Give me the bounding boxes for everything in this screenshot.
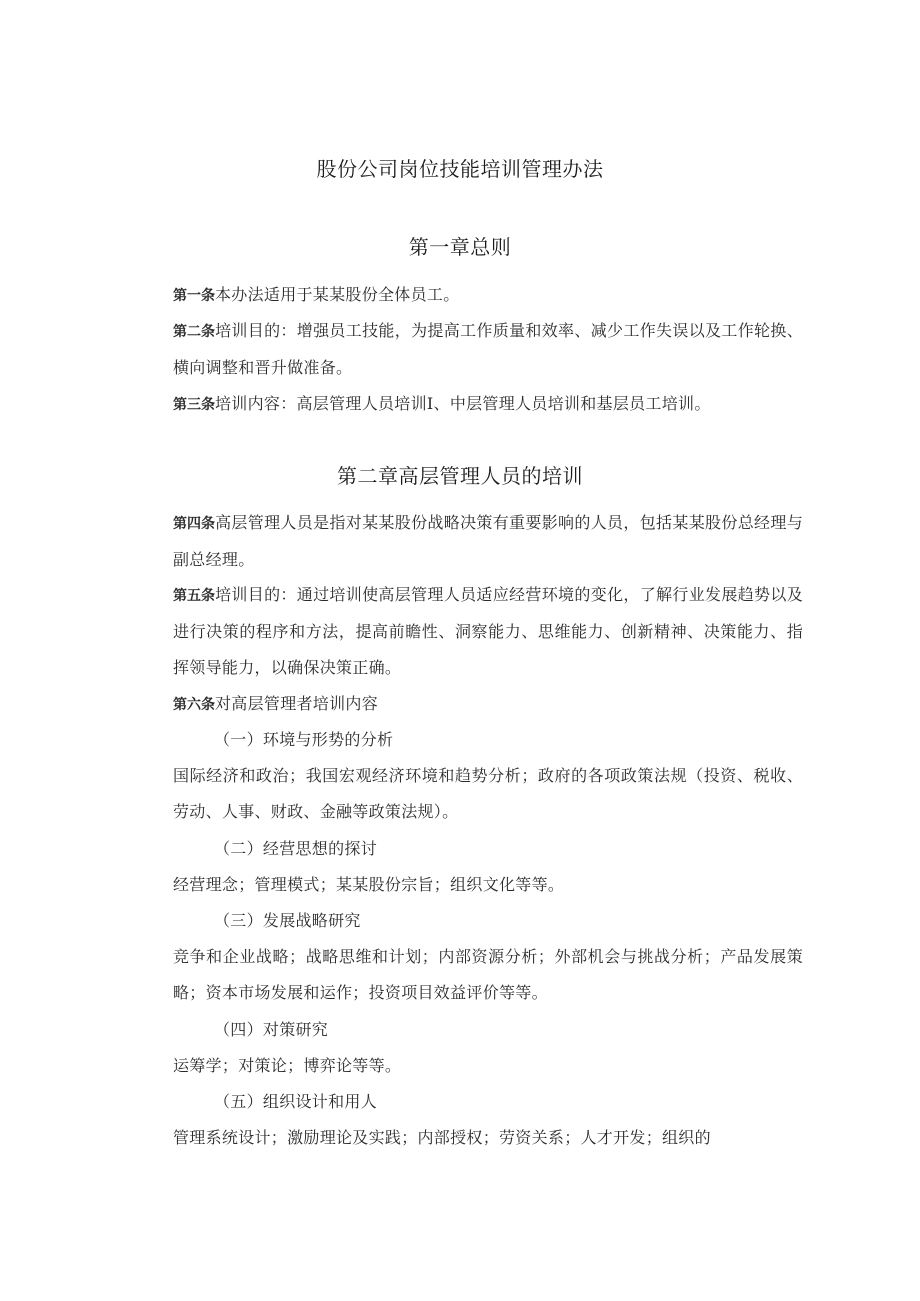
article-6-text: 对高层管理者培训内容 (215, 694, 379, 713)
section-4-text: 运筹学；对策论；博弈论等等。 (173, 1056, 402, 1075)
article-1-label: 第一条 (173, 288, 215, 304)
section-3-heading: （三）发展战略研究 (214, 911, 361, 930)
article-2 (173, 313, 803, 386)
article-4 (173, 505, 803, 578)
article-6 (173, 686, 803, 723)
article-3 (173, 386, 803, 423)
section-3-text: 竞争和企业战略；战略思维和计划；内部资源分析；外部机会与挑战分析；产品发展策略；资本市场发展和运作；投资项目效益评价等等。 (173, 947, 803, 1002)
article-5-text: 培训目的：通过培训使高层管理人员适应经营环境的变化，了解行业发展趋势以及进行决策的程序和方法，提高前瞻性、洞察能力、思维能力、创新精神、决策能力、指挥领导能力，以确保决策正确。 (173, 585, 803, 677)
chapter-2-heading: 第二章高层管理人员的培训 (337, 464, 583, 488)
article-6-label: 第六条 (173, 697, 215, 713)
article-5 (173, 577, 803, 686)
article-3-text: 培训内容：高层管理人员培训I、中层管理人员培训和基层员工培训。 (215, 394, 711, 413)
article-2-label: 第二条 (173, 324, 216, 340)
section-5-heading: （五）组织设计和用人 (214, 1092, 378, 1111)
section-5-text: 管理系统设计；激励理论及实践；内部授权；劳资关系；人才开发；组织的 (173, 1128, 711, 1147)
article-3-label: 第三条 (173, 397, 215, 413)
article-4-label: 第四条 (173, 516, 216, 532)
section-4-heading: （四）对策研究 (214, 1020, 329, 1039)
section-1-heading: （一）环境与形势的分析 (214, 730, 394, 749)
section-2-text: 经营理念；管理模式；某某股份宗旨；组织文化等等。 (173, 875, 565, 894)
article-4-text: 高层管理人员是指对某某股份战略决策有重要影响的人员，包括某某股份总经理与副总经理。 (173, 513, 803, 569)
document-title: 股份公司岗位技能培训管理办法 (316, 157, 604, 181)
article-2-text: 培训目的：增强员工技能，为提高工作质量和效率、减少工作失误以及工作轮换、横向调整和晋升做准备。 (173, 321, 803, 377)
article-5-label: 第五条 (173, 588, 216, 604)
chapter-1-heading: 第一章总则 (408, 235, 512, 259)
article-1-text: 本办法适用于某某股份全体员工。 (215, 285, 460, 304)
article-1 (173, 277, 803, 314)
section-2-heading: （二）经营思想的探讨 (214, 839, 378, 858)
section-1-text: 国际经济和政治；我国宏观经济环境和趋势分析；政府的各项政策法规（投资、税收、劳动、人事、财政、金融等政策法规）。 (173, 766, 803, 821)
